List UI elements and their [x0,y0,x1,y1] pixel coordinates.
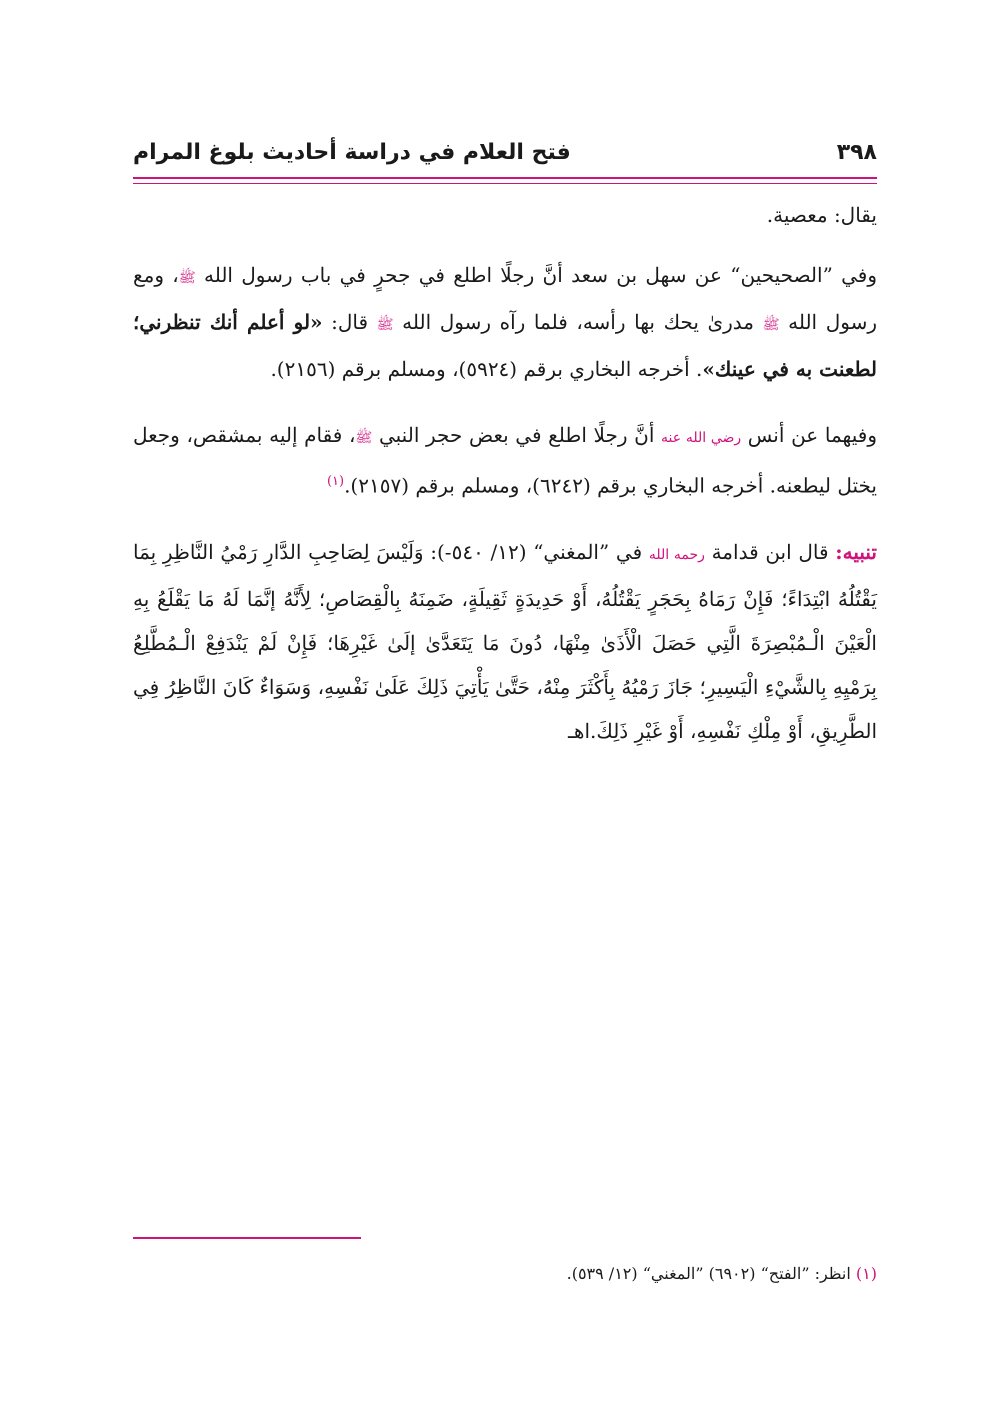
paragraph-4-text-a: قال ابن قدامة [704,539,836,564]
paragraph-3-text-b: أنَّ رجلًا اطلع في بعض حجر النبي [372,423,662,447]
paragraph-1-text: يقال: معصية. [766,203,877,227]
footnote-text: انظر: ”الفتح“ (٦٩٠٢) ”المغني“ (١٢/ ٥٣٩). [566,1264,856,1283]
paragraph-3-text-a: وفيهما عن أنس [741,423,877,447]
footnote-number: (١) [855,1264,877,1283]
paragraph-4-text-b: في ”المغني“ (١٢/ ٥٤٠-): وَلَيْسَ لِصَاحِبِ الدَّارِ رَمْيُ النَّاظِرِ بِمَا يَقْتُلُهُ ابْتِدَاءً؛ فَإِنْ رَمَاهُ بِحَجَرٍ يَقْتُلُهُ، أَوْ حَدِيدَةٍ ثَقِيلَةٍ، ضَمِنَهُ بِالْقِصَاصِ؛ لِأَنَّهُ إنَّمَا لَهُ مَا يَقْلَعُ بِهِ الْعَيْنَ الْـمُبْصِرَةَ الَّتِي حَصَلَ الْأَذَىٰ مِنْهَا، دُونَ مَا يَتَعَدَّىٰ إلَىٰ غَيْرِهَا؛ فَإِنْ لَمْ يَنْدَفِعْ الْـمُطَّلِعُ بِرَمْيِهِ بِالشَّيْءِ الْيَسِيرِ؛ جَازَ رَمْيُهُ بِأَكْثَرَ مِنْهُ، حَتَّىٰ يَأْتِيَ ذَلِكَ عَلَىٰ نَفْسِهِ، وَسَوَاءٌ كَانَ النَّاظِرُ فِي الطَّرِيقِ، أَوْ مِلْكِ نَفْسِهِ، أَوْ غَيْرِ ذَلِكَ.اهـ [133,539,877,743]
paragraph-2-text-e: . أخرجه البخاري برقم (٥٩٢٤)، ومسلم برقم (٢١٥٦). [270,357,703,381]
header-rule-thin [133,183,877,184]
salla-honorific: ﷺ [762,317,780,333]
footnote-reference[interactable]: (١) [326,474,345,489]
page-body [133,193,877,775]
salla-honorific: ﷺ [376,317,394,333]
page-header [133,130,877,174]
paragraph-2-text-b: ، ومع رسول الله [133,263,877,334]
book-title: فتح العلام في دراسة أحاديث بلوغ المرام [133,139,571,165]
paragraph-2-text-c: مدرىٰ يحك بها رأسه، فلما رآه رسول الله [393,310,763,334]
radiya-honorific: رضي الله عنه [661,430,742,446]
salla-honorific: ﷺ [355,430,373,446]
paragraph-1 [133,193,877,237]
header-rule [133,177,877,179]
paragraph-3 [133,413,877,508]
hadith-quote: «لو أعلم أنك تنظرني؛ لطعنت به في عينك» [133,310,877,381]
paragraph-3-text-c: ، فقام إليه بمشقص، وجعل يختل ليطعنه. أخرجه البخاري برقم (٦٢٤٢)، ومسلم برقم (٢١٥٧). [133,423,877,498]
rahimahu-honorific: رحمه الله [648,546,705,563]
paragraph-2-text-a: وفي ”الصحيحين“ عن سهل بن سعد أنَّ رجلًا اطلع في جحرٍ في باب رسول الله [195,263,877,287]
page-number: ٣٩٨ [836,139,877,165]
paragraph-2-text-d: قال: [322,310,377,334]
salla-honorific: ﷺ [178,270,196,286]
paragraph-2 [133,253,877,391]
footnote [133,1262,877,1286]
note-label: تنبيه: [835,539,877,564]
footnote-rule [133,1237,361,1239]
paragraph-4 [133,530,877,753]
